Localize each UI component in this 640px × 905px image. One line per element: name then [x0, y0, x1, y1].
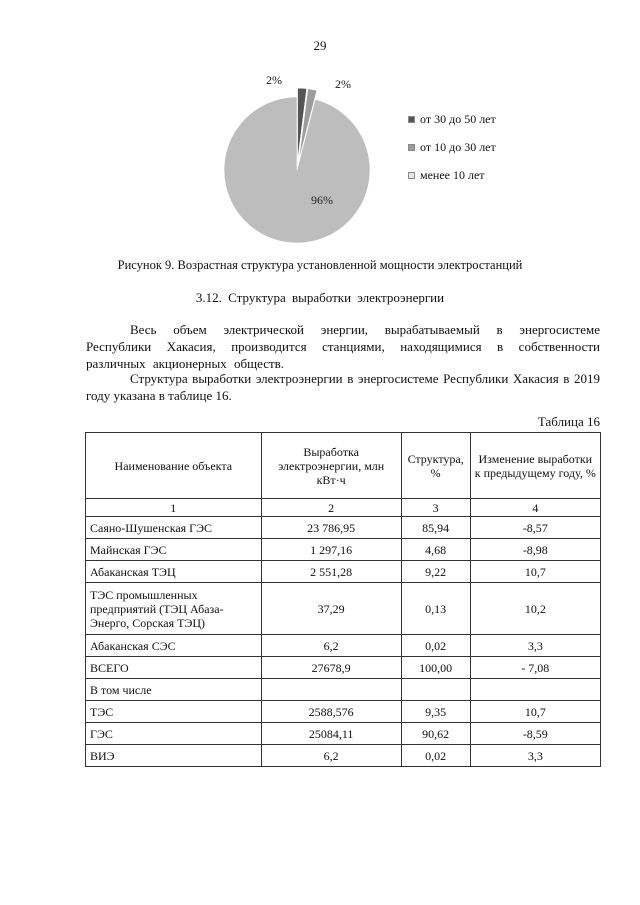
row-share: 0,02 — [401, 635, 470, 657]
row-change — [470, 679, 600, 701]
row-generation — [261, 679, 401, 701]
table-row — [86, 517, 601, 539]
row-name: ТЭС — [86, 701, 262, 723]
row-generation: 2 551,28 — [261, 561, 401, 583]
legend-label-10-30: от 10 до 30 лет — [420, 139, 496, 154]
row-generation: 25084,11 — [261, 723, 401, 745]
row-name: ВСЕГО — [86, 657, 262, 679]
row-share: 9,22 — [401, 561, 470, 583]
row-share: 0,13 — [401, 583, 470, 635]
header-generation: Выработка электроэнергии, млн кВт·ч — [261, 433, 401, 499]
row-name: ВИЭ — [86, 745, 262, 767]
row-name: ГЭС — [86, 723, 262, 745]
table-row — [86, 561, 601, 583]
row-change: 10,2 — [470, 583, 600, 635]
row-generation: 6,2 — [261, 635, 401, 657]
page-number: 29 — [313, 38, 327, 53]
row-generation: 37,29 — [261, 583, 401, 635]
row-share: 100,00 — [401, 657, 470, 679]
row-change: -8,98 — [470, 539, 600, 561]
table-row — [86, 539, 601, 561]
table-row — [86, 701, 601, 723]
figure-caption: Рисунок 9. Возрастная структура установленной мощности электростанций — [117, 258, 523, 272]
row-change: - 7,08 — [470, 657, 600, 679]
generation-structure-table — [85, 432, 601, 767]
row-generation: 2588,576 — [261, 701, 401, 723]
header-structure: Структура, % — [401, 433, 470, 499]
row-name: Майнская ГЭС — [86, 539, 262, 561]
row-name: ТЭС промышленных предприятий (ТЭЦ Абаза-Энерго, Сорская ТЭЦ) — [86, 583, 262, 635]
row-name: Саяно-Шушенская ГЭС — [86, 517, 262, 539]
header-change: Изменение выработки к предыдущему году, % — [470, 433, 600, 499]
pie-label-less-10: 96% — [311, 193, 333, 207]
header-object-name: Наименование объекта — [86, 433, 262, 499]
table-row — [86, 635, 601, 657]
row-name: Абаканская ТЭЦ — [86, 561, 262, 583]
legend-swatch-10-30 — [408, 144, 415, 151]
row-name: В том числе — [86, 679, 262, 701]
legend-item-10-30 — [408, 140, 496, 154]
row-share: 0,02 — [401, 745, 470, 767]
row-share: 90,62 — [401, 723, 470, 745]
legend-label-30-50: от 30 до 50 лет — [420, 111, 496, 126]
legend-item-less-10 — [408, 168, 496, 182]
column-number: 1 — [86, 499, 262, 517]
row-generation: 1 297,16 — [261, 539, 401, 561]
table-row — [86, 583, 601, 635]
column-number: 2 — [261, 499, 401, 517]
row-generation: 23 786,95 — [261, 517, 401, 539]
column-number-row — [86, 499, 601, 517]
paragraph-2: Структура выработки электроэнергии в энергосистеме Республики Хакасия в 2019 году указана в таблице 16. — [86, 371, 600, 403]
column-number: 3 — [401, 499, 470, 517]
row-change: 10,7 — [470, 561, 600, 583]
chart-legend — [408, 112, 496, 196]
legend-label-less-10: менее 10 лет — [420, 167, 485, 182]
pie-slice-less-10 — [224, 97, 370, 243]
age-structure-pie-chart — [222, 62, 372, 246]
section-heading: 3.12. Структура выработки электроэнергии — [195, 290, 445, 305]
table-header-row — [86, 433, 601, 499]
row-generation: 27678,9 — [261, 657, 401, 679]
row-generation: 6,2 — [261, 745, 401, 767]
table-label: Таблица 16 — [537, 414, 600, 429]
row-share: 4,68 — [401, 539, 470, 561]
table-row — [86, 657, 601, 679]
legend-swatch-less-10 — [408, 172, 415, 179]
row-change: -8,57 — [470, 517, 600, 539]
table-row — [86, 723, 601, 745]
row-change: 3,3 — [470, 635, 600, 657]
paragraph-1: Весь объем электрической энергии, вырабатываемый в энергосистеме Республики Хакасия, производится станциями, находящимися в собственности различных акционерных обществ. — [86, 322, 600, 371]
column-number: 4 — [470, 499, 600, 517]
row-change: -8,59 — [470, 723, 600, 745]
table-row — [86, 745, 601, 767]
row-share — [401, 679, 470, 701]
row-share: 85,94 — [401, 517, 470, 539]
pie-label-30-50: 2% — [266, 73, 282, 87]
row-change: 3,3 — [470, 745, 600, 767]
row-name: Абаканская СЭС — [86, 635, 262, 657]
table-row — [86, 679, 601, 701]
legend-swatch-30-50 — [408, 116, 415, 123]
legend-item-30-50 — [408, 112, 496, 126]
pie-label-10-30: 2% — [335, 77, 351, 91]
row-change: 10,7 — [470, 701, 600, 723]
row-share: 9,35 — [401, 701, 470, 723]
